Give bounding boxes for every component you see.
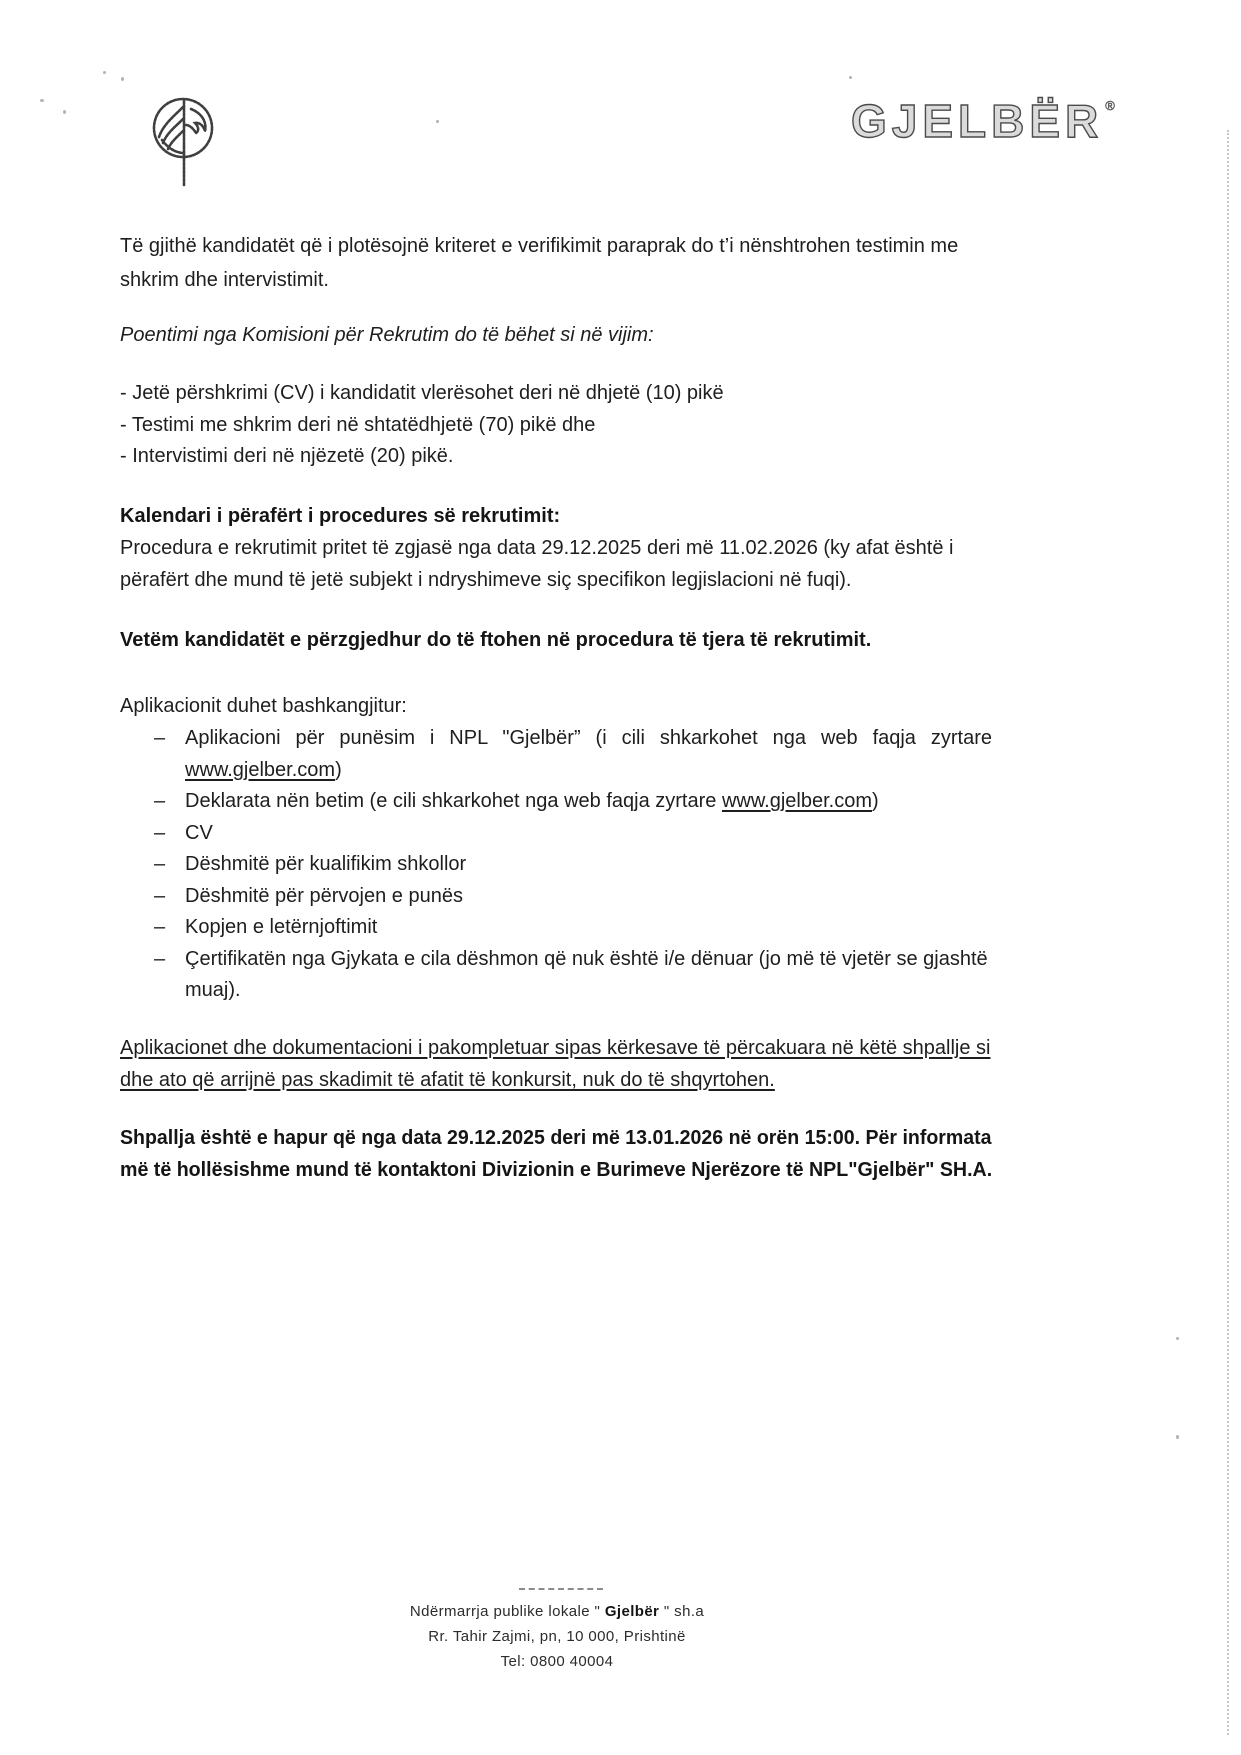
paragraph-line: Poentimi nga Komisioni për Rekrutim do të bëhet si në vijim:	[120, 324, 654, 346]
list-item: - Testimi me shkrim deri në shtatëdhjetë (70) pikë dhe	[120, 413, 596, 436]
list-item	[120, 944, 992, 1007]
list-item	[120, 818, 992, 850]
list-item: - Jetë përshkrimi (CV) i kandidatit vlerësohet deri në dhjetë (10) pikë	[120, 382, 724, 404]
list-item: - Intervistimi deri në njëzetë (20) pikë.	[120, 445, 454, 467]
scan-speck	[849, 76, 852, 79]
list-item-line: Dëshmitë për përvojen e punës	[185, 884, 463, 907]
list-item-line: Çertifikatën nga Gjykata e cila dëshmon që nuk është i/e dënuar (jo më të vjetër se gjashtë	[185, 947, 988, 970]
list-item-line: CV	[185, 821, 213, 844]
dash-bullet-icon: –	[154, 727, 166, 749]
dash-bullet-icon: –	[154, 884, 166, 907]
calendar-section	[120, 500, 992, 596]
footer-phone-line: Tel: 0800 40004	[500, 1653, 614, 1670]
paragraph-line: më të hollësishme mund të kontaktoni Divizionin e Burimeve Njerëzore të NPL"Gjelbër" SH.A.	[120, 1159, 993, 1181]
link-gjelber-website: www.gjelber.com	[721, 790, 872, 812]
dash-bullet-icon: –	[154, 853, 166, 875]
paragraph-line: Të gjithë kandidatët që i plotësojnë kriteret e verifikimit paraprak do t’i nënshtrohen testimin me	[120, 235, 959, 257]
section-heading: Kalendari i përafërt i procedures së rekrutimit:	[120, 505, 561, 527]
list-item-text: Deklarata nën betim (e cili shkarkohet nga web faqja zyrtare	[185, 790, 722, 812]
scan-speck	[103, 71, 106, 74]
dash-bullet-icon: –	[154, 916, 166, 938]
footer-text: Ndërmarrja publike lokale "	[409, 1603, 605, 1620]
footer-company-line	[157, 1599, 957, 1624]
selection-note	[120, 624, 992, 656]
dash-bullet-icon: –	[154, 790, 166, 812]
footer	[157, 1599, 957, 1674]
scan-speck	[1176, 1435, 1179, 1439]
scoring-list	[120, 378, 992, 473]
list-item	[120, 881, 992, 913]
footer-address-line: Rr. Tahir Zajmi, pn, 10 000, Prishtinë	[428, 1628, 686, 1645]
footer-separator	[519, 1588, 603, 1590]
footer-text: " sh.a	[659, 1603, 705, 1620]
dash-bullet-icon: –	[154, 947, 166, 970]
list-item-line: Aplikacioni për punësim i NPL "Gjelbër” (i cili shkarkohet nga web faqja zyrtare	[185, 727, 992, 749]
list-item	[120, 723, 992, 786]
attachments-list	[120, 723, 992, 1007]
scan-speck	[436, 120, 439, 123]
list-item-text: )	[335, 758, 342, 781]
list-item-line: Kopjen e letërnjoftimit	[185, 916, 378, 938]
link-gjelber-website: www.gjelber.com	[185, 758, 336, 781]
registered-trademark-icon: ®	[1105, 98, 1115, 113]
list-item-line	[185, 755, 992, 787]
paragraph-line: përafërt dhe mund të jetë subjekt i ndryshimeve siç specifikon legjislacioni në fuqi).	[120, 569, 852, 591]
list-item-text: )	[872, 790, 879, 812]
scan-speck	[63, 110, 66, 114]
scan-edge-dotted-line	[1227, 130, 1229, 1735]
list-item	[120, 849, 992, 881]
paragraph-line: Vetëm kandidatët e përzgjedhur do të ftohen në procedura të tjera të rekrutimit.	[120, 629, 872, 651]
paragraph-line: Aplikacionet dhe dokumentacioni i pakompletuar sipas kërkesave të përcakuara në këtë shpallje si	[120, 1037, 991, 1059]
brand-wordmark	[851, 94, 1113, 154]
paragraph-line: Procedura e rekrutimit pritet të zgjasë nga data 29.12.2025 deri më 11.02.2026 (ky afat është i	[120, 537, 954, 559]
list-item	[120, 786, 992, 818]
section-heading: Aplikacionit duhet bashkangjitur:	[120, 695, 407, 717]
list-item-line: Dëshmitë për kualifikim shkollor	[185, 853, 467, 875]
paragraph-line: dhe ato që arrijnë pas skadimit të afatit të konkursit, nuk do të shqyrtohen.	[120, 1069, 775, 1091]
leaf-logo-icon	[147, 95, 219, 191]
intro-paragraph	[120, 229, 992, 297]
deadline-paragraph	[120, 1122, 992, 1186]
list-item	[120, 912, 992, 944]
scan-speck	[121, 77, 124, 81]
attachments-heading	[120, 690, 992, 722]
paragraph-line: Shpallja është e hapur që nga data 29.12.2025 deri më 13.01.2026 në orën 15:00. Për informata	[120, 1127, 992, 1149]
list-item-line: muaj).	[185, 979, 241, 1001]
brand-wordmark-text: GJELBËR	[851, 95, 1104, 147]
incomplete-applications-notice	[120, 1032, 992, 1096]
list-item-line	[185, 786, 992, 818]
scoring-intro	[120, 319, 992, 351]
footer-company-name: Gjelbër	[604, 1603, 660, 1620]
scan-speck	[1176, 1337, 1179, 1340]
dash-bullet-icon: –	[154, 821, 166, 844]
scan-speck	[40, 99, 44, 102]
paragraph-line: shkrim dhe intervistimit.	[120, 269, 329, 291]
